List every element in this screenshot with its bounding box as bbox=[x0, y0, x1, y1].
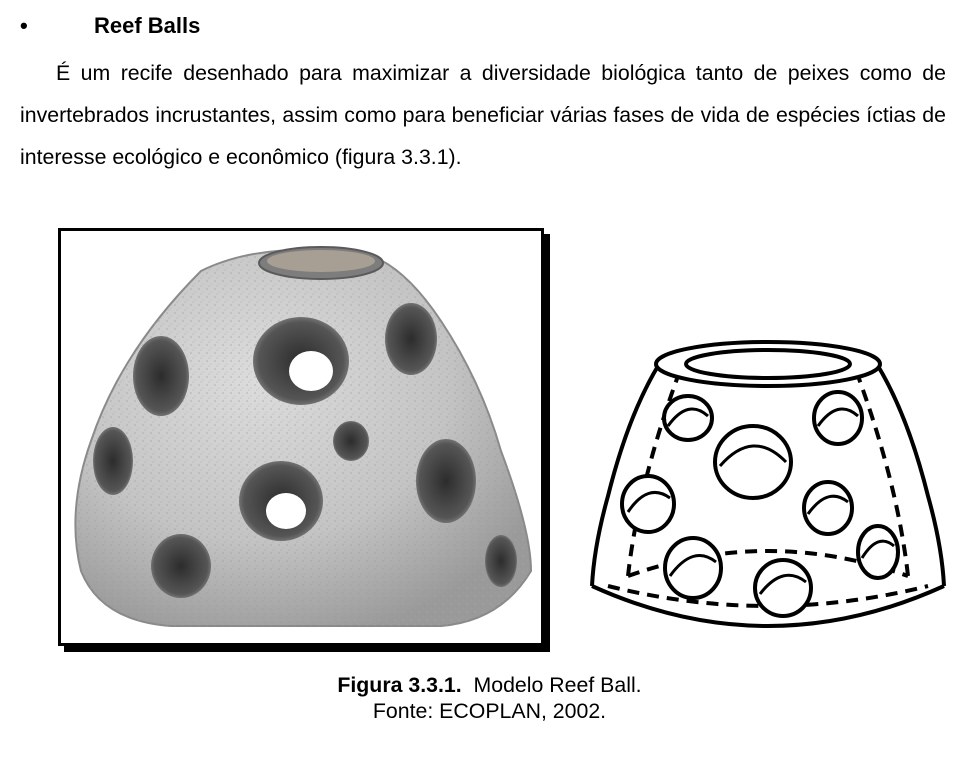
figure-caption bbox=[0, 671, 979, 699]
bullet-marker: • bbox=[20, 13, 28, 38]
figure-source: Fonte: ECOPLAN, 2002. bbox=[372, 699, 607, 723]
section-title: Reef Balls bbox=[94, 13, 201, 38]
reef-ball-photo-frame bbox=[58, 228, 544, 646]
figure-caption-text: Modelo Reef Ball. bbox=[473, 673, 642, 697]
reef-ball-photo bbox=[61, 231, 541, 643]
reef-ball-diagram bbox=[588, 336, 948, 648]
section-heading bbox=[20, 10, 200, 42]
figure-caption-label: Figura 3.3.1. bbox=[337, 673, 462, 697]
body-paragraph: É um recife desenhado para maximizar a diversidade biológica tanto de peixes como de invertebrados incrustantes, assim como para beneficiar várias fases de vida de espécies íctias de interesse ecológico e econômico (figura 3.3.1). bbox=[20, 61, 946, 169]
reef-ball-line-drawing bbox=[588, 336, 948, 648]
